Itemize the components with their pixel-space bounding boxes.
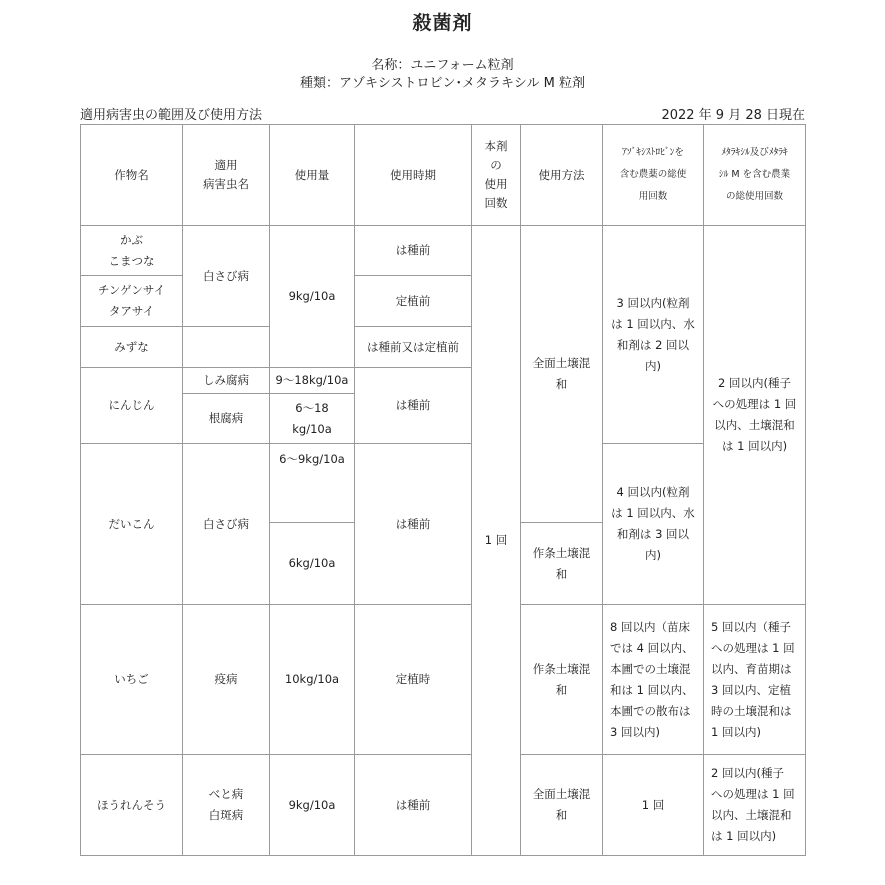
crop-cell: みずな — [81, 327, 183, 368]
as-of-date: 2022 年 9 月 28 日現在 — [661, 108, 805, 123]
header-pest: 適用 病害虫名 — [183, 125, 270, 226]
header-azoxy-total: ｱｿﾞｷｼｽﾄﾛﾋﾞﾝを 含む農薬の総使 用回数 — [603, 125, 704, 226]
table-row — [81, 444, 806, 523]
pest-cell: 根腐病 — [183, 394, 270, 444]
amount-cell: 6～18 kg/10a — [270, 394, 355, 444]
pest-cell: べと病 白斑病 — [183, 755, 270, 856]
product-name: 名称：ユニフォーム粒剤 — [371, 58, 514, 73]
azoxy-total-cell: 3 回以内(粒剤 は 1 回以内、水 和剤は 2 回以 内) — [603, 226, 704, 444]
amount-cell: 6kg/10a — [270, 523, 355, 605]
header-row — [81, 125, 806, 226]
crop-cell: だいこん — [81, 444, 183, 605]
header-timing: 使用時期 — [355, 125, 472, 226]
metalaxyl-total-cell: 2 回以内(種子 への処理は 1 回 以内、土壌混和 は 1 回以内) — [704, 755, 806, 856]
header-crop: 作物名 — [81, 125, 183, 226]
pest-cell-empty — [183, 327, 270, 368]
times-cell: 1 回 — [472, 226, 521, 856]
amount-cell: 10kg/10a — [270, 605, 355, 755]
amount-cell: 9～18kg/10a — [270, 368, 355, 394]
amount-cell: 9kg/10a — [270, 755, 355, 856]
header-metalaxyl-total: ﾒﾀﾗｷｼﾙ及びﾒﾀﾗｷ ｼﾙ M を含む農業 の総使用回数 — [704, 125, 806, 226]
table-row — [81, 605, 806, 755]
pest-cell: 白さび病 — [183, 226, 270, 327]
table-caption: 適用病害虫の範囲及び使用方法 — [80, 108, 263, 123]
metalaxyl-total-cell: 5 回以内（種子 への処理は 1 回 以内、育苗期は 3 回以内、定植 時の土壌混和は 1 回以内) — [704, 605, 806, 755]
table-row — [81, 755, 806, 856]
amount-cell: 6～9kg/10a — [270, 444, 355, 523]
method-cell: 作条土壌混 和 — [521, 523, 603, 605]
crop-cell: いちご — [81, 605, 183, 755]
method-cell: 全面土壌混 和 — [521, 755, 603, 856]
amount-cell: 9kg/10a — [270, 226, 355, 368]
table-row — [81, 226, 806, 276]
usage-table — [80, 124, 806, 856]
header-amount: 使用量 — [270, 125, 355, 226]
timing-cell: は種前 — [355, 368, 472, 444]
product-type: 種類：アゾキシストロビン･メタラキシル M 粒剤 — [299, 76, 585, 91]
header-times: 本剤 の 使用 回数 — [472, 125, 521, 226]
metalaxyl-total-cell: 2 回以内(種子 への処理は 1 回 以内、土壌混和 は 1 回以内) — [704, 226, 806, 605]
timing-cell: は種前 — [355, 226, 472, 276]
pest-cell: 疫病 — [183, 605, 270, 755]
timing-cell: は種前又は定植前 — [355, 327, 472, 368]
crop-cell: ほうれんそう — [81, 755, 183, 856]
document-title: 殺菌剤 — [412, 12, 473, 34]
timing-cell: は種前 — [355, 755, 472, 856]
header-method: 使用方法 — [521, 125, 603, 226]
azoxy-total-cell: 8 回以内（苗床 では 4 回以内、 本圃での土壌混 和は 1 回以内、 本圃での散布は 3 回以内) — [603, 605, 704, 755]
crop-cell: にんじん — [81, 368, 183, 444]
pest-cell: 白さび病 — [183, 444, 270, 605]
azoxy-total-cell: 1 回 — [603, 755, 704, 856]
crop-cell: チンゲンサイ タアサイ — [81, 276, 183, 327]
crop-cell: かぶ こまつな — [81, 226, 183, 276]
timing-cell: 定植時 — [355, 605, 472, 755]
timing-cell: は種前 — [355, 444, 472, 605]
pest-cell: しみ腐病 — [183, 368, 270, 394]
method-cell: 全面土壌混 和 — [521, 226, 603, 523]
method-cell: 作条土壌混 和 — [521, 605, 603, 755]
timing-cell: 定植前 — [355, 276, 472, 327]
azoxy-total-cell: 4 回以内(粒剤 は 1 回以内、水 和剤は 3 回以 内) — [603, 444, 704, 605]
